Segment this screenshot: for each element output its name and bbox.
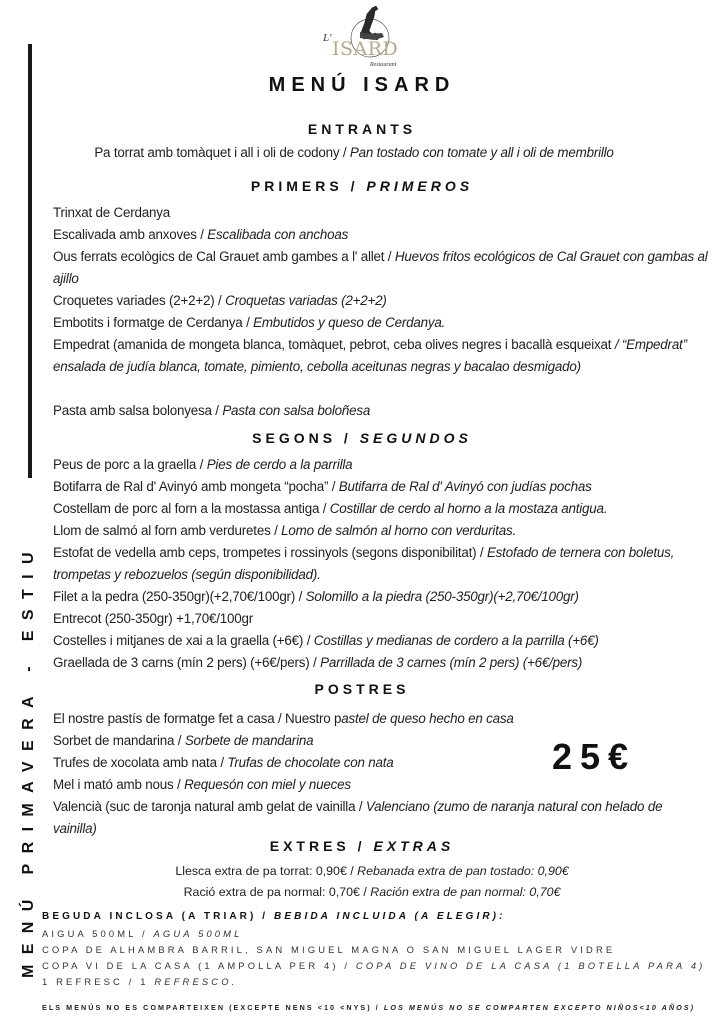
menu-item: [53, 498, 708, 520]
item-es: Parrillada de 3 carnes (mín 2 pers) (+6€/pers): [320, 655, 583, 670]
item-ca: Costelles i mitjanes de xai a la graella (+6€) /: [53, 633, 314, 648]
item-es: Requesón con miel y nueces: [184, 777, 351, 792]
menu-item: [53, 400, 708, 422]
item-ca: Pa torrat amb tomàquet i all i oli de codony /: [94, 145, 350, 160]
section-heading-extres: [0, 838, 724, 854]
item-ca: AIGUA 500ML /: [42, 928, 154, 939]
season-label: MENÚ PRIMAVERA - ESTIU: [20, 542, 37, 978]
menu-item: [53, 542, 708, 586]
item-ca: Mel i mató amb nous /: [53, 777, 185, 792]
item-ca: Ració extra de pa normal: 0,70€ /: [183, 885, 371, 899]
page-title: MENÚ ISARD: [268, 74, 456, 96]
item-ca: Costellam de porc al forn a la mostassa antiga /: [53, 501, 330, 516]
menu-item: [53, 796, 708, 840]
item-es: Rebanada extra de pan tostado: 0,90€: [357, 864, 569, 878]
item-es: REFRESCO.: [154, 976, 238, 987]
menu-item: [53, 290, 708, 312]
menu-item: [53, 520, 708, 542]
item-es: Embutidos y queso de Cerdanya.: [253, 315, 446, 330]
menu-item: [53, 202, 708, 224]
item-ca: Trufes de xocolata amb nata /: [53, 755, 228, 770]
heading-es: EXTRAS: [373, 838, 455, 854]
item-es: / “Empedrat” ensalada de judía blanca, tomate, pimiento, cebolla aceitunas negras y bacalao desmigado): [53, 337, 687, 374]
item-ca: Trinxat de Cerdanya: [53, 205, 171, 220]
menu-item: [53, 246, 708, 290]
item-es: Estofado de ternera con boletus, trompetas y rebozuelos (según disponibilidad).: [53, 545, 675, 582]
item-es: Escalibada con anchoas: [207, 227, 349, 242]
item-es: Ración extra de pan normal: 0,70€: [370, 885, 561, 899]
item-ca: COPA DE ALHAMBRA BARRIL, SAN MIGUEL MAGNA O SAN MIGUEL LAGER VIDRE: [42, 944, 616, 955]
menu-item: [53, 630, 708, 652]
item-ca: Empedrat (amanida de mongeta blanca, tomàquet, pebrot, ceba olives negres i bacallà esqueixat: [53, 337, 615, 352]
item-es: Solomillo a la piedra (250-350gr)(+2,70€/100gr): [305, 589, 579, 604]
sharing-policy-note: [42, 1003, 695, 1012]
item-es: Valenciano (zumo de naranja natural con helado de vainilla): [53, 799, 663, 836]
drink-item: [42, 944, 615, 955]
item-es: Sorbete de mandarina: [184, 733, 314, 748]
logo-prefix: L': [323, 32, 332, 44]
logo-name: ISARD: [332, 38, 399, 60]
menu-item: [53, 476, 708, 498]
section-heading-postres: POSTRES: [314, 681, 410, 697]
extra-item: [0, 861, 724, 882]
item-es: Lomo de salmón al horno con verduritas.: [281, 523, 516, 538]
item-ca: COPA VI DE LA CASA (1 AMPOLLA PER 4) /: [42, 960, 356, 971]
drinks-title: [42, 911, 506, 922]
item-es: astel de queso hecho en casa: [341, 711, 514, 726]
menu-item: [53, 652, 708, 674]
item-ca: Graellada de 3 carns (mín 2 pers) (+6€/pers) /: [53, 655, 321, 670]
footer-es: LOS MENÚS NO SE COMPARTEN EXCEPTO NIÑOS<10 AÑOS): [383, 1003, 696, 1012]
heading-es: PRIMEROS: [366, 178, 474, 194]
item-ca: Embotits i formatge de Cerdanya /: [53, 315, 254, 330]
item-ca: Pasta amb salsa bolonyesa /: [53, 403, 223, 418]
menu-item: [53, 454, 708, 476]
heading-ca: PRIMERS /: [250, 178, 367, 194]
menu-item: [0, 142, 716, 164]
item-ca: 1 REFRESC / 1: [42, 976, 155, 987]
item-ca: Ous ferrats ecològics de Cal Grauet amb gambes a l' allet /: [53, 249, 395, 264]
item-es: COPA DE VINO DE LA CASA (1 BOTELLA PARA 4): [355, 960, 706, 971]
heading-ca: SEGONS /: [252, 430, 360, 446]
item-es: Butifarra de Ral d' Avinyó con judías pochas: [338, 479, 592, 494]
side-divider-line: [28, 44, 32, 478]
menu-item: [53, 586, 708, 608]
item-ca: Croquetes variades (2+2+2) /: [53, 293, 226, 308]
item-es: Pasta con salsa boloñesa: [222, 403, 371, 418]
item-es: Costillar de cerdo al horno a la mostaza antigua.: [329, 501, 608, 516]
menu-item: [53, 312, 708, 334]
item-ca: El nostre pastís de formatge fet a casa / Nuestro p: [53, 711, 342, 726]
heading-ca: EXTRES /: [269, 838, 374, 854]
item-es: Huevos fritos ecológicos de Cal Grauet con gambas al ajillo: [53, 249, 708, 286]
item-ca: Valencià (suc de taronja natural amb gelat de vainilla /: [53, 799, 366, 814]
item-ca: Peus de porc a la graella /: [53, 457, 207, 472]
section-heading-segons: [0, 430, 724, 446]
item-es: Pan tostado con tomate y all i oli de membrillo: [349, 145, 614, 160]
heading-es: SEGUNDOS: [359, 430, 472, 446]
restaurant-logo: [318, 2, 398, 70]
menu-item: [53, 224, 708, 246]
item-es: AGUA 500ML: [153, 928, 243, 939]
item-ca: Entrecot (250-350gr) +1,70€/100gr: [53, 611, 253, 626]
item-ca: Estofat de vedella amb ceps, trompetes i rossinyols (segons disponibilitat) /: [53, 545, 487, 560]
drink-item: [42, 928, 243, 939]
menu-item: [53, 708, 708, 730]
drinks-title-ca: BEGUDA INCLOSA (A TRIAR) /: [42, 911, 275, 922]
item-es: Pies de cerdo a la parrilla: [206, 457, 353, 472]
section-heading-entrants: ENTRANTS: [307, 121, 417, 137]
drink-item: [42, 960, 705, 971]
menu-item: [53, 334, 708, 378]
item-ca: Sorbet de mandarina /: [53, 733, 185, 748]
drinks-title-es: BEBIDA INCLUIDA (A ELEGIR):: [274, 911, 506, 922]
item-ca: Botifarra de Ral d' Avinyó amb mongeta “pocha” /: [53, 479, 339, 494]
item-ca: Escalivada amb anxoves /: [53, 227, 208, 242]
section-heading-primers: [0, 178, 724, 194]
item-ca: Llesca extra de pa torrat: 0,90€ /: [175, 864, 358, 878]
drink-item: [42, 976, 237, 987]
footer-ca: ELS MENÚS NO ES COMPARTEIXEN (EXCEPTE NENS <10 <NYS) /: [42, 1003, 384, 1012]
item-es: Croquetas variadas (2+2+2): [225, 293, 387, 308]
menu-item: [53, 608, 708, 630]
logo-suffix: Restaurant: [370, 62, 397, 68]
item-es: Costillas y medianas de cordero a la parrilla (+6€): [313, 633, 599, 648]
item-ca: Filet a la pedra (250-350gr)(+2,70€/100gr) /: [53, 589, 306, 604]
extra-item: [0, 882, 724, 903]
menu-price: 25€: [552, 736, 637, 777]
item-es: Trufas de chocolate con nata: [227, 755, 394, 770]
item-ca: Llom de salmó al forn amb verduretes /: [53, 523, 282, 538]
